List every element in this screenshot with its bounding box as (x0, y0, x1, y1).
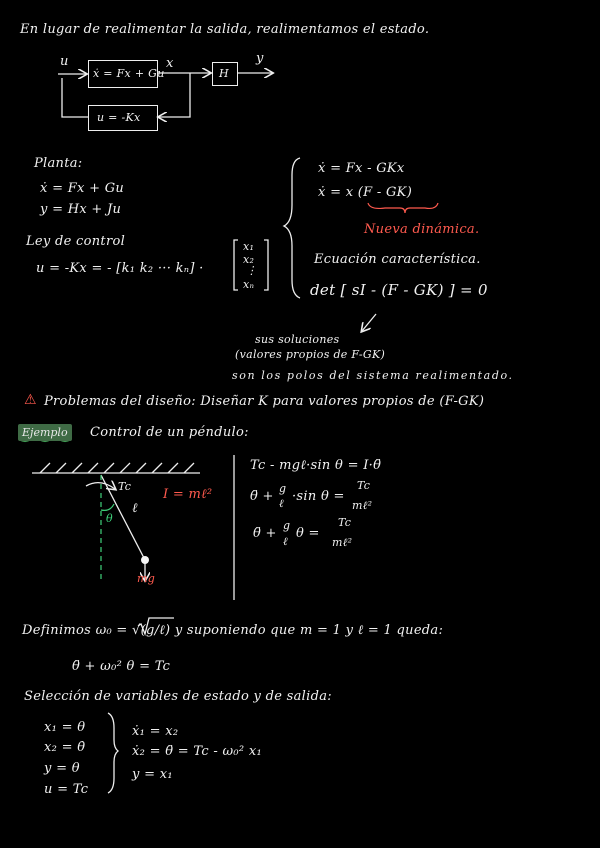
vector-xn: xₙ (243, 278, 255, 291)
vector-x1: x₁ (243, 240, 255, 253)
plant-eq2: y = Hx + Ju (40, 202, 122, 217)
underline-brace (368, 203, 438, 213)
state-def-2: x₂ = θ̇ (44, 740, 86, 755)
example-title: Control de un péndulo: (90, 425, 249, 440)
ceiling-hatch (40, 463, 194, 473)
frac-g2-den: ℓ (283, 535, 288, 548)
closed-loop-eq1: ẋ = Fx - GKx (318, 161, 405, 176)
solutions-line3: son los polos del sistema realimentado. (232, 369, 514, 382)
closed-loop-eq2: ẋ = x (F - GK) (318, 185, 413, 200)
new-dynamics-note: Nueva dinámica. (364, 222, 480, 237)
reduced-equation: θ̈ + ω₀² θ = Tc (72, 659, 171, 674)
output-label: y (256, 51, 264, 66)
control-law-title: Ley de control (26, 234, 126, 249)
pendulum-eq2-start: θ̈ + (250, 489, 274, 504)
frac-tc-num: Tc (357, 479, 371, 492)
characteristic-eq: det [ sI - (F - GK) ] = 0 (310, 281, 488, 299)
plant-block-label: ẋ = Fx + Gu (93, 67, 165, 80)
inertia-label: I = mℓ² (163, 487, 213, 502)
state-brace (108, 713, 118, 793)
solutions-line1: sus soluciones (255, 333, 340, 346)
feedback-wire-left (62, 78, 88, 117)
control-law-eq: u = -Kx = - [k₁ k₂ ··· kₙ] · (36, 261, 204, 276)
warning-icon: ⚠ (24, 392, 37, 408)
page-header: En lugar de realimentar la salida, realimentamos el estado. (20, 22, 430, 37)
example-badge: Ejemplo (18, 424, 72, 441)
frac-tc2-num: Tc (338, 516, 352, 529)
frac-g-num: g (279, 482, 287, 495)
input-label: u (60, 54, 69, 69)
pendulum-eq3-end: θ = (296, 526, 320, 541)
vector-bracket-right (264, 240, 268, 290)
theta-label: θ (106, 512, 113, 525)
definitions-line: Definimos ω₀ = √(g/ℓ) y suponiendo que m = 1 y ℓ = 1 queda: (22, 623, 444, 638)
pendulum-eq1: Tc - mgℓ·sin θ = I·θ̈ (250, 458, 382, 473)
pendulum-eq3-start: θ̈ + (253, 526, 277, 541)
frac-g-den: ℓ (279, 497, 284, 510)
torque-label: Tc (118, 480, 132, 493)
pendulum-bob (141, 556, 149, 564)
state-def-3: y = θ (44, 761, 80, 776)
solutions-line2: (valores propios de F-GK) (235, 348, 386, 361)
plant-title: Planta: (34, 156, 83, 171)
state-eq-2: ẋ₂ = θ̈ = Tc - ω₀² x₁ (132, 744, 262, 759)
weight-label: mg (137, 572, 156, 585)
state-label: x (166, 56, 174, 71)
frac-g2-num: g (283, 519, 291, 532)
pendulum-eq2-end: ·sin θ = (292, 489, 345, 504)
frac-tc-den: mℓ² (352, 499, 373, 512)
state-eq-1: ẋ₁ = x₂ (132, 724, 179, 739)
selection-title: Selección de variables de estado y de salida: (24, 689, 332, 704)
feedback-block-label: u = -Kx (97, 111, 141, 124)
state-def-1: x₁ = θ (44, 720, 86, 735)
vector-dots: ⋮ (246, 264, 258, 277)
feedback-wire-right (159, 73, 190, 117)
characteristic-title: Ecuación característica. (314, 252, 481, 267)
state-eq-3: y = x₁ (132, 767, 173, 782)
vector-bracket-left (234, 240, 238, 290)
problem-text: Problemas del diseño: Diseñar K para valores propios de (F-GK) (44, 394, 485, 409)
state-def-4: u = Tc (44, 782, 89, 797)
theta-arc (101, 504, 114, 510)
solutions-arrow (362, 314, 376, 331)
vector-x2: x₂ (243, 253, 255, 266)
length-label: ℓ (132, 501, 138, 516)
frac-tc2-den: mℓ² (332, 536, 353, 549)
closed-loop-brace (284, 158, 300, 298)
plant-eq1: ẋ = Fx + Gu (40, 181, 125, 196)
output-block-label: H (219, 67, 229, 80)
